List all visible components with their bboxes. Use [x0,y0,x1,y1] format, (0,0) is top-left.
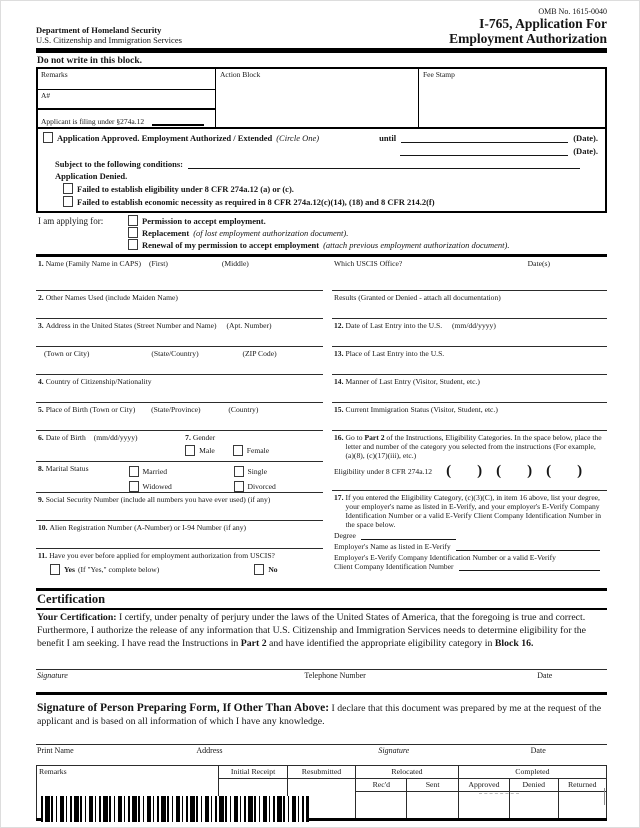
denied-reason2-label: Failed to establish economic necessity as required in 8 CFR 274a.12(c)(14), (18) and 8 CFR 214.2(f) [77,196,435,207]
replacement-checkbox[interactable] [128,227,138,238]
replacement-note: (of lost employment authorization document). [193,227,349,238]
tracking-remarks-cell[interactable]: Remarks [37,765,219,819]
field-3-number: 3. [38,321,44,331]
paren-open-2: ( [496,463,502,480]
dob-format-label: (mm/dd/yyyy) [93,433,138,443]
preparer-signature-row [36,744,607,759]
scan-artifact-dash [479,793,519,794]
preparer-paragraph: Signature of Person Preparing Form, If Other Than Above: I declare that this document was prepared by me at the request of the applicant and is based on all information of which I have any knowledge. [37,701,602,727]
paren-open-1: ( [446,463,452,480]
fee-stamp-cell[interactable]: Fee Stamp [423,70,455,80]
married-label: Married [142,467,167,477]
completed-header: Completed [458,765,606,778]
field-results[interactable] [332,291,607,319]
right-column [332,257,607,585]
field-6-label: Date of Birth [45,433,86,443]
field-3-apt-label: (Apt. Number) [226,321,272,331]
until-date-input-line[interactable] [401,133,568,143]
field-14-manner-of-entry[interactable] [332,375,607,403]
degree-label: Degree [334,531,356,541]
recd-cell[interactable] [356,791,407,819]
field-11-number: 11. [38,551,48,561]
certification-signature-row [36,669,607,686]
part-2-bold: Part 2 [240,637,267,649]
field-1-name[interactable] [36,257,323,291]
widowed-checkbox[interactable] [129,481,139,492]
field-7-number: 7. [185,433,191,443]
address-label[interactable]: Address [196,745,223,755]
preparer-rule [36,692,607,695]
field-13-label: Place of Last Entry into the U.S. [345,349,445,359]
until-label: until [379,133,397,144]
paren-close-3: ) [577,463,583,480]
employer-name-input-line[interactable] [456,542,600,551]
remarks-cell[interactable]: Remarks [38,69,215,90]
paren-close-2: ) [527,463,533,480]
returned-header: Returned [558,778,606,791]
male-checkbox[interactable] [185,445,195,456]
action-block-cell[interactable]: Action Block [216,69,419,127]
field-6-7-dob-gender [36,431,323,462]
permission-checkbox[interactable] [128,215,138,226]
female-label: Female [246,446,270,456]
admin-block [36,67,607,129]
field-10-number: 10. [38,523,48,533]
field-uscis-office[interactable] [332,257,607,291]
recd-header: Rec'd [356,778,407,791]
field-16-eligibility-category [332,431,607,491]
field-11-label: Have you ever before applied for employment authorization from USCIS? [49,551,275,561]
permission-label: Permission to accept employment. [142,215,266,226]
denied-reason1-checkbox[interactable] [63,183,73,194]
yes-note: (If "Yes," complete below) [77,565,160,575]
replacement-label: Replacement [142,227,190,238]
scan-artifact-line [604,788,605,805]
certification-paragraph: Your Certification: I certify, under penalty of perjury under the laws of the United States of America, that the foregoing is true and correct. Furthermore, I authorize the release of any information that U.S. Citizenship and Immigration Services needs to determine eligibility for the benefit I am seeking. I have read the Instructions in Part 2 and have identified the appropriate eligibility category in Block 16. [37,612,587,649]
sent-header: Sent [407,778,458,791]
signature-label[interactable]: Signature [37,671,68,681]
field-2-label: Other Names Used (include Maiden Name) [45,293,178,303]
field-16-number: 16. [334,433,344,443]
sent-cell[interactable] [407,791,458,819]
applying-for-label: I am applying for: [38,216,104,227]
field-7-label: Gender [192,433,216,443]
field-11-prior-application [36,549,323,585]
state-country-label: (State/Country) [151,349,199,359]
field-8-number: 8. [38,464,44,474]
do-not-write-heading: Do not write in this block. [37,56,143,67]
field-8-label: Marital Status [45,464,89,474]
approved-label: Application Approved. Employment Authorized / Extended [57,133,273,144]
single-label: Single [247,467,267,477]
field-9-number: 9. [38,495,44,505]
country-label: (Country) [228,405,259,415]
resubmitted-header: Resubmitted [287,765,355,778]
form-header [36,7,607,46]
applying-for-options [128,215,509,251]
field-1-label: Name (Family Name in CAPS) [45,259,142,269]
field-15-number: 15. [334,405,344,415]
print-name-label[interactable]: Print Name [37,745,74,755]
field-2-other-names[interactable] [36,291,323,319]
date2-input-line[interactable] [400,146,568,156]
field-4-citizenship[interactable] [36,375,323,403]
field-17-label: If you entered the Eligibility Category, (c)(3)(C), in item 16 above, list your degree, your employer's name as listed in E-Verify, and your employer's E-Verify Company Identification Number or a valid E-Verify Client Company Identification Number in the space below. [345,493,602,530]
field-12-number: 12. [334,321,344,331]
denied-reason1-label: Failed to establish eligibility under 8 CFR 274a.12 (a) or (c). [77,183,294,194]
fields-columns [36,257,607,585]
paren-open-3: ( [546,463,552,480]
applying-for-section [36,213,607,257]
field-17-number: 17. [334,493,344,503]
field-9-ssn[interactable] [36,493,323,521]
part-2-ref: Part 2 [364,433,385,443]
field-7-gender [185,433,321,461]
no-checkbox[interactable] [254,564,264,575]
barcode [41,796,309,822]
uscis-office-label: Which USCIS Office? [334,259,403,269]
field-8-marital-status [36,462,323,493]
field-4-label: Country of Citizenship/Nationality [45,377,152,387]
field-6-dob[interactable] [38,433,185,461]
dates-label: Date(s) [527,259,550,269]
certification-heading: Certification [37,591,106,606]
application-denied-label: Application Denied. [55,171,128,182]
approved-header: Approved [458,778,509,791]
field-4-number: 4. [38,377,44,387]
conditions-label: Subject to the following conditions: [55,159,183,170]
field-6-number: 6. [38,433,44,443]
divorced-checkbox[interactable] [234,481,244,492]
form-title-line2: Employment Authorization [449,31,607,47]
field-17-everify [332,491,607,571]
denied-cell[interactable] [510,791,558,819]
form-title-line1: I-765, Application For [479,16,607,31]
company-id-input-line[interactable] [459,562,600,571]
eligibility-label: Eligibility under 8 CFR 274a.12 [334,467,433,477]
field-1-first-label: (First) [148,259,168,269]
block-16-bold: Block 16. [494,637,534,649]
circle-one-note: (Circle One) [276,133,320,144]
company-id-label-2: Client Company Identification Number [334,562,454,572]
agency-subname: U.S. Citizenship and Immigration Services [36,35,182,46]
denied-header: Denied [510,778,558,791]
field-12-last-entry-date[interactable] [332,319,607,347]
approved-cell[interactable] [458,791,509,819]
field-13-number: 13. [334,349,344,359]
single-checkbox[interactable] [234,466,244,477]
yes-checkbox[interactable] [50,564,60,575]
field-15-immigration-status[interactable] [332,403,607,431]
a-number-cell[interactable]: A# [38,90,215,110]
field-12-label: Date of Last Entry into the U.S. [345,321,443,331]
field-10-a-number[interactable] [36,521,323,549]
application-approved-checkbox[interactable] [43,132,53,143]
field-16-label: Go to Part 2 of the Instructions, Eligibility Categories. In the space below, place the letter and number of the category you selected from the instructions (For example, (a)(8), (c)(17)(iii), etc.) [345,433,602,461]
field-3-label: Address in the United States (Street Number and Name) [45,321,217,331]
admin-left-column [38,69,216,127]
field-5-number: 5. [38,405,44,415]
divorced-label: Divorced [247,482,276,492]
renewal-label: Renewal of my permission to accept employment [142,239,320,250]
no-label: No [268,565,278,575]
married-checkbox[interactable] [129,466,139,477]
yes-label: Yes [64,565,75,575]
omb-number: OMB No. 1615-0040 [538,7,607,16]
filing-input-line[interactable] [152,117,204,126]
title-block [449,7,607,46]
male-label: Male [199,446,215,456]
initial-receipt-header: Initial Receipt [219,765,287,778]
eligibility-code-row[interactable] [334,463,605,480]
field-5-place-of-birth[interactable] [36,403,323,431]
female-checkbox[interactable] [233,445,243,456]
option-permission [128,215,509,226]
date-label[interactable]: Date [537,671,553,681]
left-column [36,257,323,585]
results-label: Results (Granted or Denied - attach all documentation) [334,293,501,303]
filing-cell[interactable] [38,110,215,127]
agency-name: Department of Homeland Security [36,25,162,36]
town-city-label: (Town or City) [44,349,90,359]
zip-code-label: (ZIP Code) [242,349,277,359]
approval-block [36,129,607,213]
field-3-address[interactable] [36,319,323,347]
your-certification-label: Your Certification: [37,612,119,624]
date-suffix-2: (Date). [573,146,598,157]
conditions-input-line[interactable] [188,159,580,169]
paren-close-1: ) [477,463,483,480]
field-14-number: 14. [334,377,344,387]
returned-cell[interactable] [558,791,606,819]
state-province-label: (State/Province) [151,405,201,415]
renewal-checkbox[interactable] [128,239,138,250]
degree-input-line[interactable] [361,531,456,540]
field-10-label: Alien Registration Number (A-Number) or I-94 Number (if any) [49,523,247,533]
field-14-label: Manner of Last Entry (Visitor, Student, etc.) [345,377,480,387]
field-2-number: 2. [38,293,44,303]
field-3b-city-state-zip[interactable] [36,347,323,375]
field-1-number: 1. [38,259,44,269]
entry-date-format: (mm/dd/yyyy) [452,321,496,331]
company-id-label-1: Employer's E-Verify Company Identification Number or a valid E-Verify [334,553,556,563]
field-1-middle-label: (Middle) [221,259,249,269]
employer-name-label: Employer's Name as listed in E-Verify [334,542,451,552]
field-5-label: Place of Birth (Town or City) [45,405,136,415]
filing-label: Applicant is filing under §274a.12 [41,117,145,127]
field-13-last-entry-place[interactable] [332,347,607,375]
agency-block [36,25,182,46]
field-9-label: Social Security Number (include all numbers you have ever used) (if any) [45,495,271,505]
preparer-signature-label[interactable]: Signature [378,745,410,755]
option-renewal [128,239,509,250]
date-suffix-1: (Date). [573,133,598,144]
denied-reason2-checkbox[interactable] [63,196,73,207]
widowed-label: Widowed [142,482,172,492]
preparer-heading: Signature of Person Preparing Form, If Other Than Above: [37,701,330,714]
field-15-label: Current Immigration Status (Visitor, Student, etc.) [345,405,498,415]
telephone-label[interactable]: Telephone Number [304,671,366,681]
option-replacement [128,227,509,238]
renewal-note: (attach previous employment authorization document). [323,239,510,250]
preparer-date-label[interactable]: Date [530,745,546,755]
relocated-header: Relocated [356,765,459,778]
